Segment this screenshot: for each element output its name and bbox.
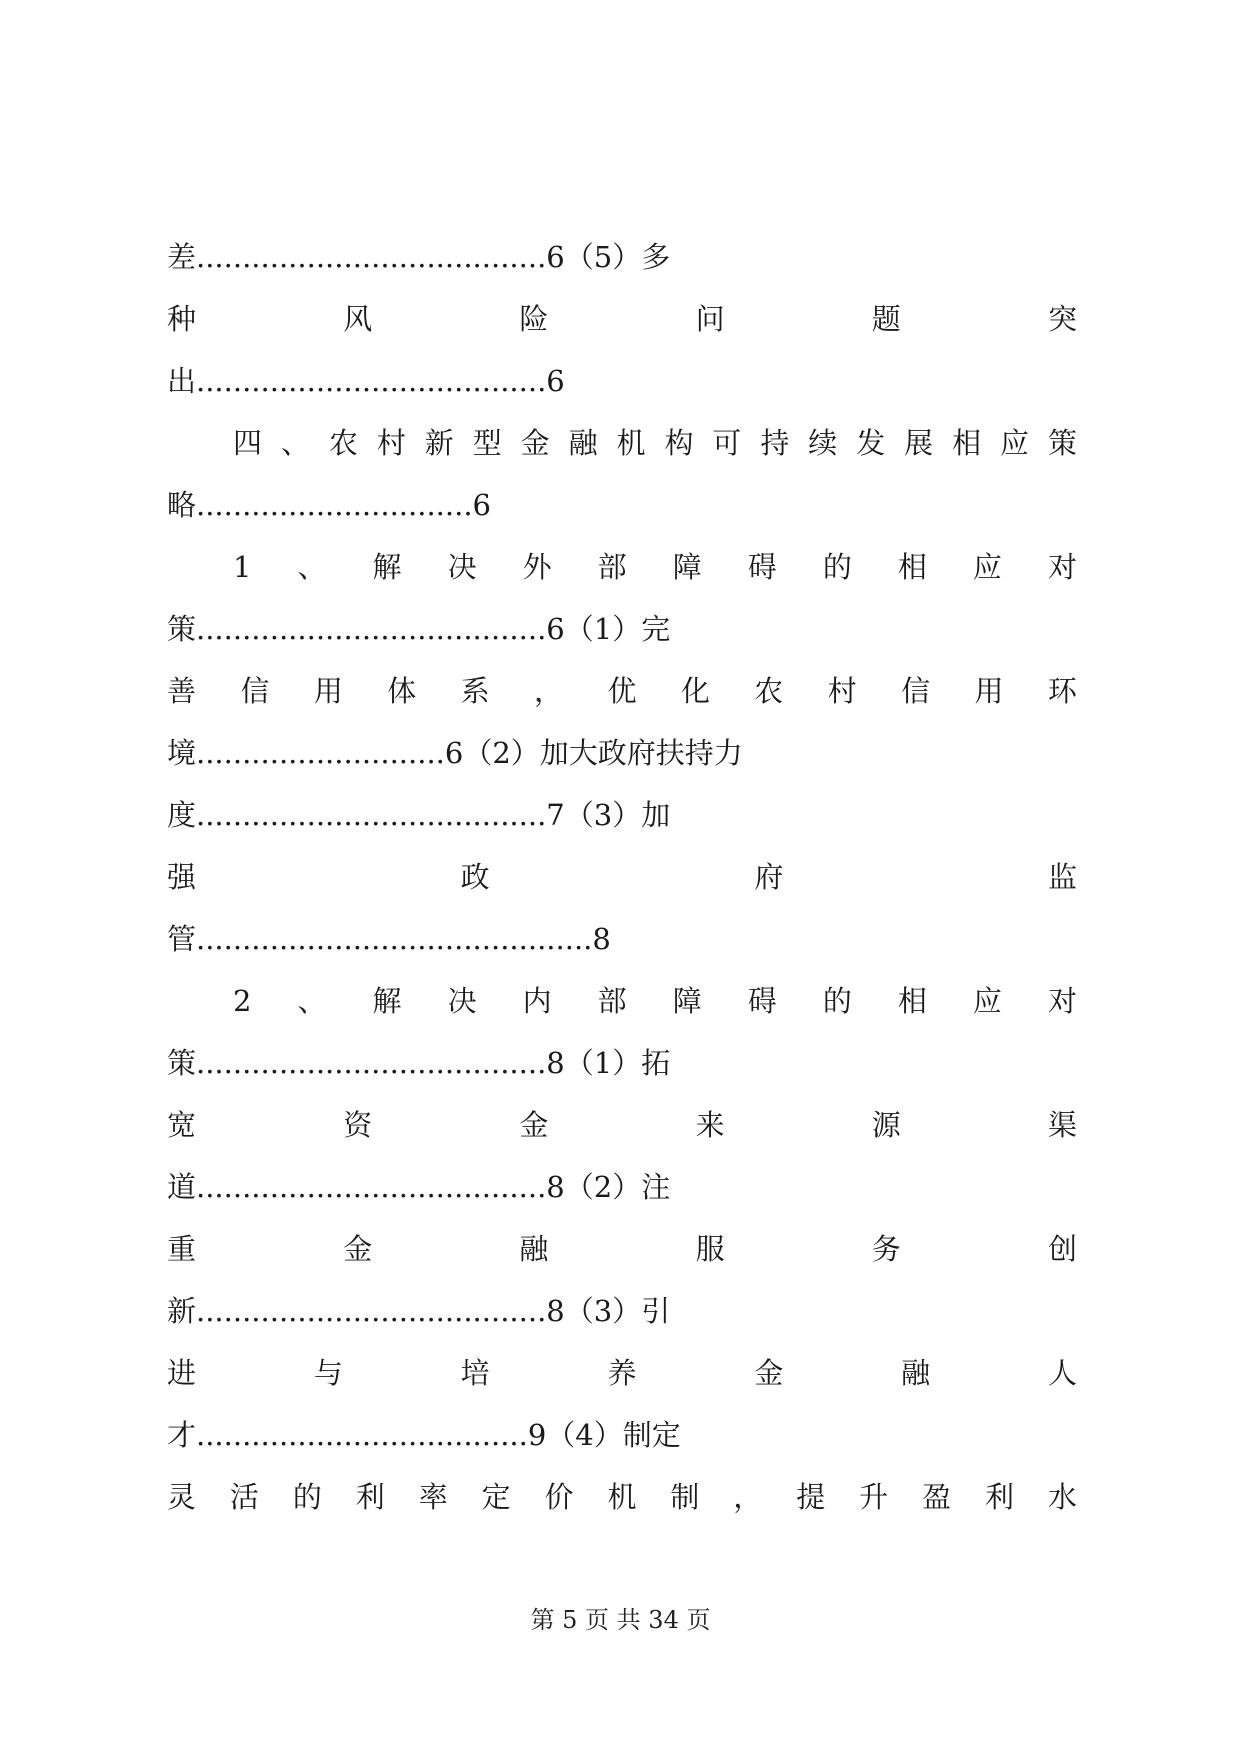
toc-char: 2 bbox=[233, 984, 252, 1018]
toc-char: 活 bbox=[229, 1480, 259, 1514]
toc-char: 融 bbox=[568, 426, 598, 460]
toc-char: 来 bbox=[695, 1108, 725, 1142]
toc-line bbox=[167, 1218, 1077, 1280]
toc-line bbox=[167, 412, 1077, 474]
toc-char: 相 bbox=[897, 550, 927, 584]
toc-char: ， bbox=[733, 1480, 763, 1514]
toc-char: 善 bbox=[167, 674, 197, 708]
toc-line: 新......................................8（3）引 bbox=[167, 1294, 671, 1328]
toc-char: 应 bbox=[972, 984, 1002, 1018]
toc-line: 管...........................................8 bbox=[167, 922, 611, 956]
toc-char: 升 bbox=[859, 1480, 889, 1514]
toc-char: 种 bbox=[167, 302, 197, 336]
toc-char: 重 bbox=[167, 1232, 197, 1266]
toc-char: 续 bbox=[808, 426, 838, 460]
toc-char: 农 bbox=[754, 674, 784, 708]
toc-line bbox=[167, 1094, 1077, 1156]
toc-line: 才....................................9（4）制定 bbox=[167, 1418, 681, 1452]
toc-char: 的 bbox=[822, 984, 852, 1018]
toc-char: 村 bbox=[376, 426, 406, 460]
toc-char: 用 bbox=[313, 674, 343, 708]
toc-char: 水 bbox=[1047, 1480, 1077, 1514]
toc-char: 展 bbox=[904, 426, 934, 460]
toc-char: 服 bbox=[695, 1232, 725, 1266]
toc-char: 提 bbox=[796, 1480, 826, 1514]
toc-char: 的 bbox=[822, 550, 852, 584]
toc-char: 融 bbox=[519, 1232, 549, 1266]
toc-char: 制 bbox=[670, 1480, 700, 1514]
toc-char: 渠 bbox=[1047, 1108, 1077, 1142]
toc-char: 应 bbox=[972, 550, 1002, 584]
toc-char: 新 bbox=[424, 426, 454, 460]
toc-line bbox=[167, 970, 1077, 1032]
toc-char: 金 bbox=[520, 426, 550, 460]
toc-char: 机 bbox=[616, 426, 646, 460]
toc-char: 利 bbox=[984, 1480, 1014, 1514]
toc-char: 策 bbox=[1047, 426, 1077, 460]
toc-line: 策......................................6（1）完 bbox=[167, 612, 671, 646]
toc-char: 金 bbox=[519, 1108, 549, 1142]
toc-char: 村 bbox=[827, 674, 857, 708]
toc-char: 养 bbox=[607, 1356, 637, 1390]
toc-char: 内 bbox=[522, 984, 552, 1018]
toc-char: 信 bbox=[240, 674, 270, 708]
toc-line: 出......................................6 bbox=[167, 364, 565, 398]
toc-char: 1 bbox=[233, 550, 252, 584]
toc-char: 与 bbox=[313, 1356, 343, 1390]
toc-char: 率 bbox=[418, 1480, 448, 1514]
toc-char: 突 bbox=[1047, 302, 1077, 336]
toc-char: 碍 bbox=[747, 550, 777, 584]
toc-char: 相 bbox=[897, 984, 927, 1018]
toc-char: 问 bbox=[695, 302, 725, 336]
toc-char: ， bbox=[534, 674, 564, 708]
toc-char: 监 bbox=[1047, 860, 1077, 894]
toc-char: 构 bbox=[664, 426, 694, 460]
toc-char: 的 bbox=[292, 1480, 322, 1514]
page-footer: 第 5 页 共 34 页 bbox=[530, 1606, 711, 1634]
toc-line bbox=[167, 1466, 1077, 1528]
toc-char: 利 bbox=[355, 1480, 385, 1514]
toc-char: 发 bbox=[856, 426, 886, 460]
toc-line: 策......................................8（1）拓 bbox=[167, 1046, 671, 1080]
toc-char: 相 bbox=[952, 426, 982, 460]
toc-char: 化 bbox=[680, 674, 710, 708]
toc-char: 资 bbox=[343, 1108, 373, 1142]
toc-char: 解 bbox=[372, 550, 402, 584]
toc-char: 创 bbox=[1047, 1232, 1077, 1266]
toc-char: 务 bbox=[871, 1232, 901, 1266]
toc-char: 四 bbox=[233, 426, 263, 460]
toc-char: 金 bbox=[754, 1356, 784, 1390]
toc-line: 差......................................6（5）多 bbox=[167, 240, 671, 274]
toc-char: 机 bbox=[607, 1480, 637, 1514]
toc-char: 府 bbox=[754, 860, 784, 894]
toc-line: 略..............................6 bbox=[167, 488, 491, 522]
toc-line: 道......................................8（2）注 bbox=[167, 1170, 671, 1204]
toc-line: 度......................................7（3）加 bbox=[167, 798, 671, 832]
toc-text-block bbox=[167, 226, 1077, 1528]
toc-char: 信 bbox=[901, 674, 931, 708]
toc-line bbox=[167, 288, 1077, 350]
toc-char: 、 bbox=[297, 984, 327, 1018]
toc-char: 盈 bbox=[922, 1480, 952, 1514]
toc-char: 型 bbox=[472, 426, 502, 460]
toc-char: 外 bbox=[522, 550, 552, 584]
toc-line: 境...........................6（2）加大政府扶持力 bbox=[167, 736, 743, 770]
toc-char: 险 bbox=[519, 302, 549, 336]
toc-char: 对 bbox=[1047, 984, 1077, 1018]
toc-char: 环 bbox=[1047, 674, 1077, 708]
toc-char: 融 bbox=[901, 1356, 931, 1390]
toc-line bbox=[167, 536, 1077, 598]
toc-char: 决 bbox=[447, 984, 477, 1018]
toc-line bbox=[167, 846, 1077, 908]
toc-char: 、 bbox=[297, 550, 327, 584]
toc-char: 部 bbox=[597, 550, 627, 584]
toc-char: 政 bbox=[460, 860, 490, 894]
toc-char: 体 bbox=[387, 674, 417, 708]
toc-char: 价 bbox=[544, 1480, 574, 1514]
toc-char: 题 bbox=[871, 302, 901, 336]
toc-char: 部 bbox=[597, 984, 627, 1018]
toc-char: 可 bbox=[712, 426, 742, 460]
toc-char: 决 bbox=[447, 550, 477, 584]
toc-char: 优 bbox=[607, 674, 637, 708]
toc-line bbox=[167, 660, 1077, 722]
toc-char: 宽 bbox=[167, 1108, 197, 1142]
toc-char: 源 bbox=[871, 1108, 901, 1142]
toc-char: 持 bbox=[760, 426, 790, 460]
toc-char: 风 bbox=[343, 302, 373, 336]
toc-char: 碍 bbox=[747, 984, 777, 1018]
toc-char: 解 bbox=[372, 984, 402, 1018]
toc-char: 对 bbox=[1047, 550, 1077, 584]
toc-char: 进 bbox=[167, 1356, 197, 1390]
toc-char: 、 bbox=[280, 426, 310, 460]
toc-char: 定 bbox=[481, 1480, 511, 1514]
toc-char: 用 bbox=[974, 674, 1004, 708]
toc-char: 灵 bbox=[167, 1480, 197, 1514]
toc-char: 金 bbox=[343, 1232, 373, 1266]
toc-char: 障 bbox=[672, 984, 702, 1018]
toc-char: 强 bbox=[167, 860, 197, 894]
toc-char: 培 bbox=[460, 1356, 490, 1390]
toc-char: 农 bbox=[328, 426, 358, 460]
toc-char: 系 bbox=[460, 674, 490, 708]
toc-char: 障 bbox=[672, 550, 702, 584]
toc-char: 人 bbox=[1047, 1356, 1077, 1390]
toc-line bbox=[167, 1342, 1077, 1404]
toc-char: 应 bbox=[1000, 426, 1030, 460]
